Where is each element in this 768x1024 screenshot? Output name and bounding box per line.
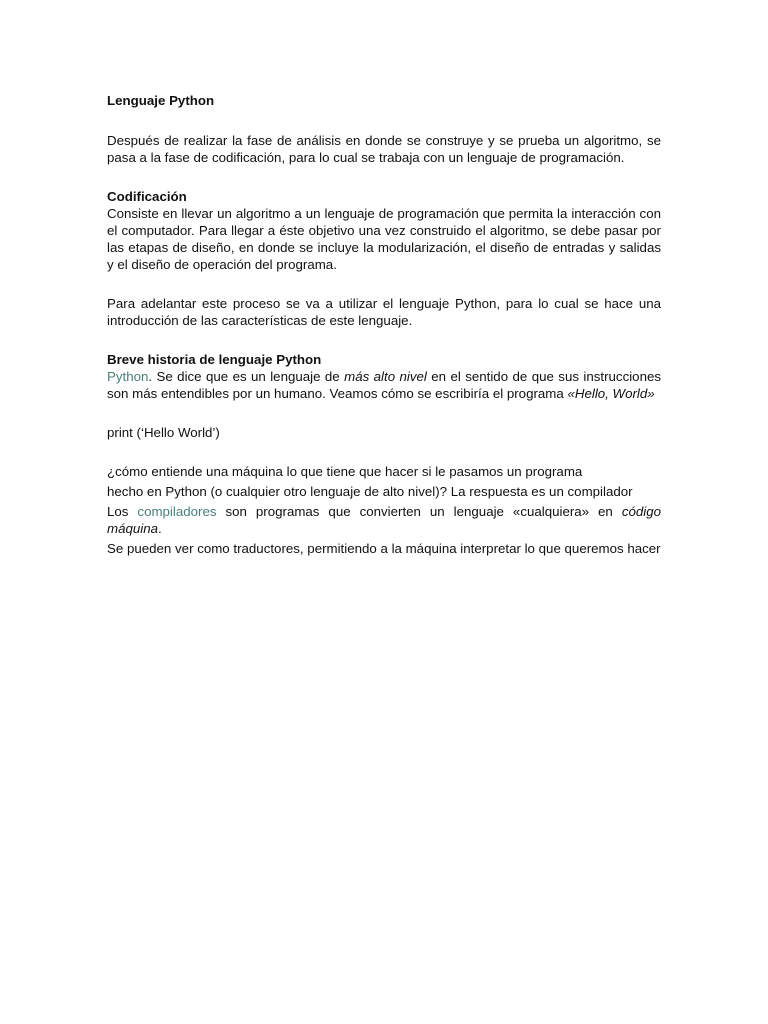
compiladores-link[interactable]: compiladores <box>137 504 217 519</box>
codificacion-paragraph: Consiste en llevar un algoritmo a un lenguaje de programación que permita la interacción con el computador. Para llegar a éste objetivo una vez construido el algoritmo, se debe pasar por las etapas de diseño, en donde se incluye la modularización, el diseño de entradas y salidas y el diseño de operación del programa. <box>107 206 661 272</box>
comp-emphasis-codigo: código máquina <box>107 504 661 536</box>
traductores-paragraph: Se pueden ver como traductores, permitiendo a la máquina interpretar lo que queremos hacer <box>107 541 661 556</box>
document-title: Lenguaje Python <box>107 93 215 108</box>
python-intro-paragraph: Para adelantar este proceso se va a utilizar el lenguaje Python, para lo cual se hace una introducción de las características de este lenguaje. <box>107 296 661 328</box>
comp-text-a: Los <box>107 504 138 519</box>
section-heading-historia: Breve historia de lenguaje Python <box>107 352 322 367</box>
comp-text-c: . <box>158 521 162 536</box>
python-link[interactable]: Python <box>107 369 149 384</box>
intro-paragraph: Después de realizar la fase de análisis en donde se construye y se prueba un algoritmo, se pasa a la fase de codificación, para lo cual se trabaja con un lenguaje de programación. <box>107 133 661 165</box>
historia-paragraph <box>107 368 661 402</box>
comp-text-b: son programas que convierten un lenguaje «cualquiera» en <box>216 504 622 519</box>
historia-text-b: en el sentido de que sus instrucciones son más entendibles por un humano. Veamos cómo se escribiría el programa <box>107 369 662 401</box>
historia-text-a: . Se dice que es un lenguaje de <box>148 369 345 384</box>
historia-emphasis-nivel: más alto nivel <box>344 369 427 384</box>
question-line-2: hecho en Python (o cualquier otro lenguaje de alto nivel)? La respuesta es un compilador <box>107 484 633 499</box>
code-line: print (‘Hello World’) <box>107 425 220 440</box>
historia-emphasis-hello: «Hello, World» <box>567 386 655 401</box>
question-line-1: ¿cómo entiende una máquina lo que tiene que hacer si le pasamos un programa <box>107 464 583 479</box>
document-page <box>107 92 661 557</box>
section-heading-codificacion: Codificación <box>107 189 187 204</box>
compiladores-paragraph <box>107 503 661 537</box>
